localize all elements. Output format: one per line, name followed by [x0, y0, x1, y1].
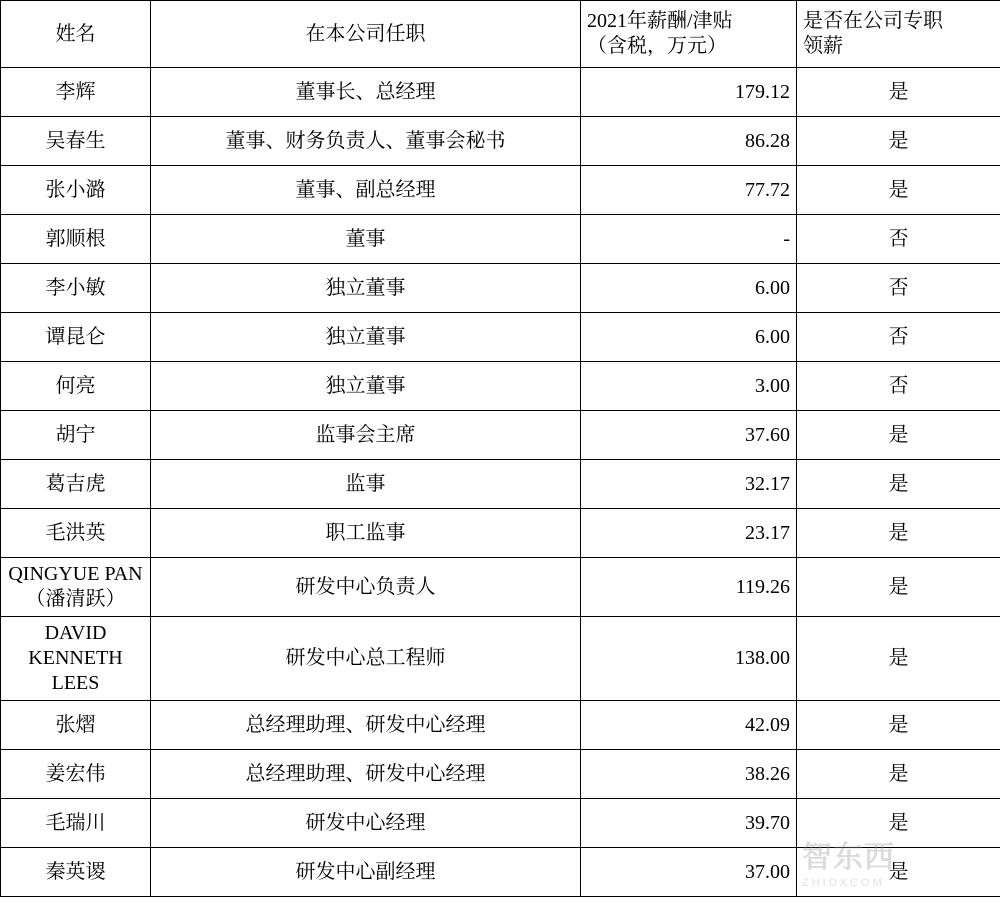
table-row	[1, 617, 1000, 701]
cell-name: 吴春生	[1, 117, 151, 166]
cell-name: 谭昆仑	[1, 313, 151, 362]
cell-pay: 179.12	[581, 68, 797, 117]
cell-fulltime: 是	[797, 509, 1000, 558]
table-body	[1, 68, 1000, 897]
cell-name: 葛吉虎	[1, 460, 151, 509]
cell-name: 毛瑞川	[1, 799, 151, 848]
column-header-pay	[581, 1, 797, 68]
cell-role: 董事长、总经理	[151, 68, 581, 117]
cell-name: 李辉	[1, 68, 151, 117]
cell-pay: 37.00	[581, 848, 797, 897]
cell-pay: 86.28	[581, 117, 797, 166]
cell-fulltime: 否	[797, 264, 1000, 313]
cell-fulltime: 是	[797, 701, 1000, 750]
cell-pay: -	[581, 215, 797, 264]
cell-pay: 3.00	[581, 362, 797, 411]
table-row	[1, 313, 1000, 362]
cell-role: 独立董事	[151, 264, 581, 313]
table-row	[1, 264, 1000, 313]
cell-pay: 39.70	[581, 799, 797, 848]
column-header-role: 在本公司任职	[151, 1, 581, 68]
cell-fulltime: 是	[797, 166, 1000, 215]
cell-fulltime: 是	[797, 750, 1000, 799]
table-header	[1, 1, 1000, 68]
cell-role: 总经理助理、研发中心经理	[151, 701, 581, 750]
cell-fulltime: 否	[797, 362, 1000, 411]
cell-name: 张熠	[1, 701, 151, 750]
watermark-text: 智东西	[802, 841, 895, 874]
table-row	[1, 750, 1000, 799]
cell-fulltime: 是	[797, 848, 1000, 897]
cell-name: 郭顺根	[1, 215, 151, 264]
table-row	[1, 117, 1000, 166]
cell-pay: 138.00	[581, 617, 797, 701]
cell-role: 董事	[151, 215, 581, 264]
table-row	[1, 68, 1000, 117]
table-row	[1, 460, 1000, 509]
cell-role: 监事会主席	[151, 411, 581, 460]
cell-pay: 77.72	[581, 166, 797, 215]
table-row	[1, 509, 1000, 558]
cell-pay: 119.26	[581, 558, 797, 617]
cell-fulltime: 是	[797, 617, 1000, 701]
table-row	[1, 411, 1000, 460]
table-row	[1, 799, 1000, 848]
column-header-fulltime-line1: 是否在公司专职	[803, 10, 943, 32]
cell-role: 独立董事	[151, 362, 581, 411]
cell-name: 秦英谡	[1, 848, 151, 897]
cell-role: 董事、财务负责人、董事会秘书	[151, 117, 581, 166]
column-header-fulltime-line2: 领薪	[803, 35, 843, 57]
table-header-row	[1, 1, 1000, 68]
cell-fulltime: 是	[797, 558, 1000, 617]
cell-role: 职工监事	[151, 509, 581, 558]
cell-name: 张小潞	[1, 166, 151, 215]
watermark-subtext: ZHIDXCOM	[802, 877, 885, 889]
cell-fulltime: 否	[797, 215, 1000, 264]
cell-name: QINGYUE PAN （潘清跃）	[1, 558, 151, 617]
cell-pay: 37.60	[581, 411, 797, 460]
column-header-pay-line1: 2021年薪酬/津贴	[587, 10, 733, 32]
cell-fulltime: 是	[797, 460, 1000, 509]
cell-fulltime: 否	[797, 313, 1000, 362]
cell-name: 胡宁	[1, 411, 151, 460]
column-header-pay-line2: （含税，万元）	[587, 35, 727, 57]
cell-pay: 32.17	[581, 460, 797, 509]
table-row	[1, 166, 1000, 215]
cell-role: 监事	[151, 460, 581, 509]
cell-name: DAVID KENNETH LEES	[1, 617, 151, 701]
column-header-name: 姓名	[1, 1, 151, 68]
cell-role: 研发中心总工程师	[151, 617, 581, 701]
cell-pay: 6.00	[581, 264, 797, 313]
cell-pay: 23.17	[581, 509, 797, 558]
cell-pay: 42.09	[581, 701, 797, 750]
cell-role: 总经理助理、研发中心经理	[151, 750, 581, 799]
cell-name: 何亮	[1, 362, 151, 411]
cell-name: 李小敏	[1, 264, 151, 313]
table-row	[1, 362, 1000, 411]
cell-name: 姜宏伟	[1, 750, 151, 799]
cell-role: 独立董事	[151, 313, 581, 362]
cell-fulltime: 是	[797, 68, 1000, 117]
cell-role: 研发中心副经理	[151, 848, 581, 897]
column-header-fulltime	[797, 1, 1000, 68]
table-row	[1, 558, 1000, 617]
cell-role: 董事、副总经理	[151, 166, 581, 215]
cell-pay: 38.26	[581, 750, 797, 799]
cell-role: 研发中心经理	[151, 799, 581, 848]
table-row	[1, 701, 1000, 750]
cell-fulltime: 是	[797, 799, 1000, 848]
table-row	[1, 215, 1000, 264]
cell-pay: 6.00	[581, 313, 797, 362]
cell-name: 毛洪英	[1, 509, 151, 558]
cell-fulltime: 是	[797, 117, 1000, 166]
cell-role: 研发中心负责人	[151, 558, 581, 617]
cell-fulltime: 是	[797, 411, 1000, 460]
table-row	[1, 848, 1000, 897]
